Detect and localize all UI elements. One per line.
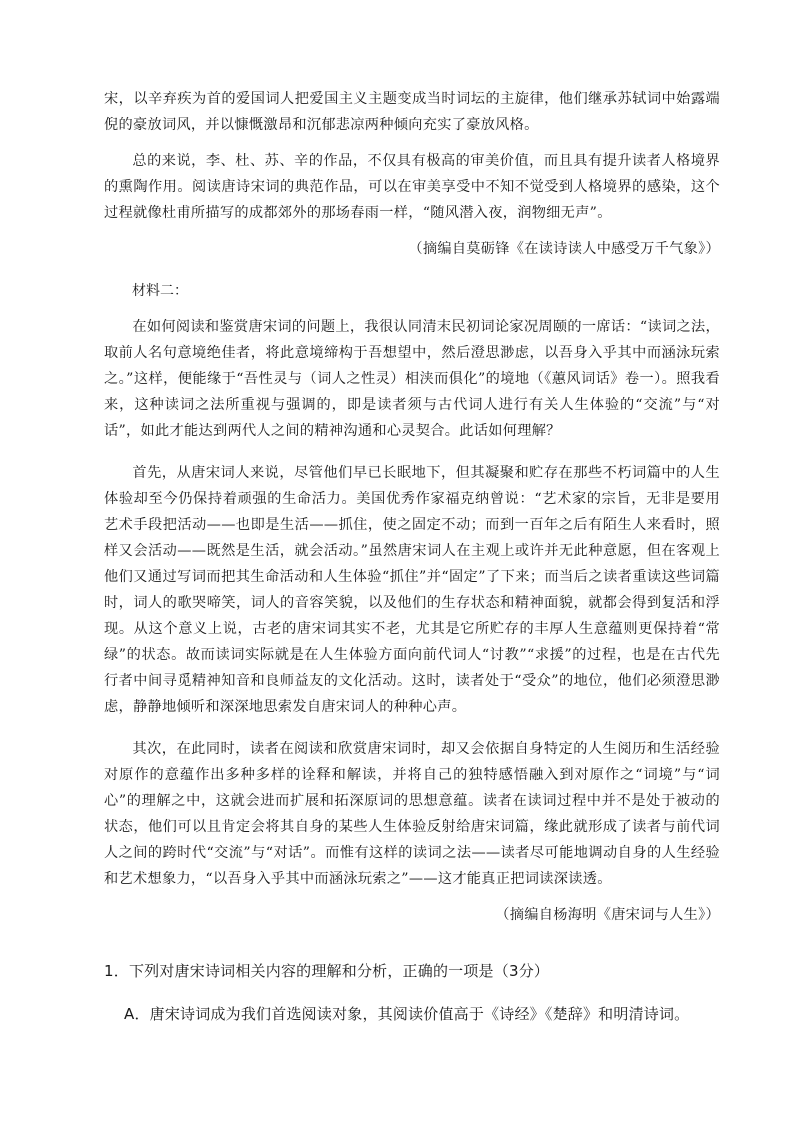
paragraph-second-point: 其次，在此同时，读者在阅读和欣赏唐宋词时，却又会依据自身特定的人生阅历和生活经验对原作的意蕴作出多种多样的诠释和解读，并将自己的独特感悟融入到对原作之“词境”与“词心”的理解之中，这就会进而扩展和拓深原词的思想意蕴。读者在读词过程中并不是处于被动的状态，他们可以且肯定会将其自身的某些人生体验反射给唐宋词篇，缘此就形成了读者与前代词人之间的跨时代“交流”与“对话”。而惟有这样的读词之法——读者尽可能地调动自身的人生经验和艺术想象力，“以吾身入乎其中而涵泳玩索之”——这才能真正把词读深读透。 [104, 741, 720, 887]
paragraph-reading-method: 在如何阅读和鉴赏唐宋词的问题上，我很认同清末民初词论家况周颐的一席话：“读词之法，取前人名句意境绝佳者，将此意境缔构于吾想望中，然后澄思渺虑，以吾身入乎其中而涵泳玩索之。”这样，便能缘于“吾性灵与（词人之性灵）相浃而俱化”的境地（《蕙风词话》卷一）。照我看来，这种读词之法所重视与强调的，即是读者须与古代词人进行有关人生体验的“交流”与“对话”，如此才能达到两代人之间的精神沟通和心灵契合。此话如何理解？ [104, 319, 720, 439]
paragraph-first-point: 首先，从唐宋词人来说，尽管他们早已长眠地下，但其凝聚和贮存在那些不朽词篇中的人生体验却至今仍保持着顽强的生命活力。美国优秀作家福克纳曾说：“艺术家的宗旨，无非是要用艺术手段把活动——也即是生活——抓住，使之固定不动；而到一百年之后有陌生人来看时，照样又会活动——既然是生活，就会活动。”虽然唐宋词人在主观上或许并无此种意愿，但在客观上他们又通过写词而把其生命活动和人生体验“抓住”并“固定”了下来；而当后之读者重读这些词篇时，词人的歌哭啼笑，词人的音容笑貌，以及他们的生存状态和精神面貌，就都会得到复活和浮现。从这个意义上说，古老的唐宋词其实不老，尤其是它所贮存的丰厚人生意蕴则更保持着“常绿”的状态。故而读词实际就是在人生体验方面向前代词人“讨教”“求援”的过程，也是在古代先行者中间寻觅精神知音和良师益友的文化活动。这时，读者处于“受众”的地位，他们必须澄思渺虑，静静地倾听和深深地思索发自唐宋词人的种种心声。 [104, 465, 720, 715]
paragraph-continued: 宋，以辛弃疾为首的爱国词人把爱国主义主题变成当时词坛的主旋律，他们继承苏轼词中始露端倪的豪放词风，并以慷慨激昂和沉郁悲凉两种倾向充实了豪放风格。 [104, 91, 720, 133]
article-body [104, 86, 720, 928]
question-stem: 1．下列对唐宋诗词相关内容的理解和分析，正确的一项是（3分） [104, 962, 550, 980]
source-citation-2: （摘编自杨海明《唐宋词与人生》） [495, 907, 720, 923]
answer-option-a[interactable]: A．唐宋诗词成为我们首选阅读对象，其阅读价值高于《诗经》《楚辞》和明清诗词。 [124, 1005, 690, 1023]
source-citation-1: （摘编自莫砺锋《在读诗读人中感受万千气象》） [408, 241, 720, 257]
paragraph-summary: 总的来说，李、杜、苏、辛的作品，不仅具有极高的审美价值，而且具有提升读者人格境界的熏陶作用。阅读唐诗宋词的典范作品，可以在审美享受中不知不觉受到人格境界的感染，这个过程就像杜甫所描写的成都郊外的那场春雨一样，“随风潜入夜，润物细无声”。 [104, 153, 720, 221]
section-heading-material-2: 材料二： [132, 283, 188, 299]
